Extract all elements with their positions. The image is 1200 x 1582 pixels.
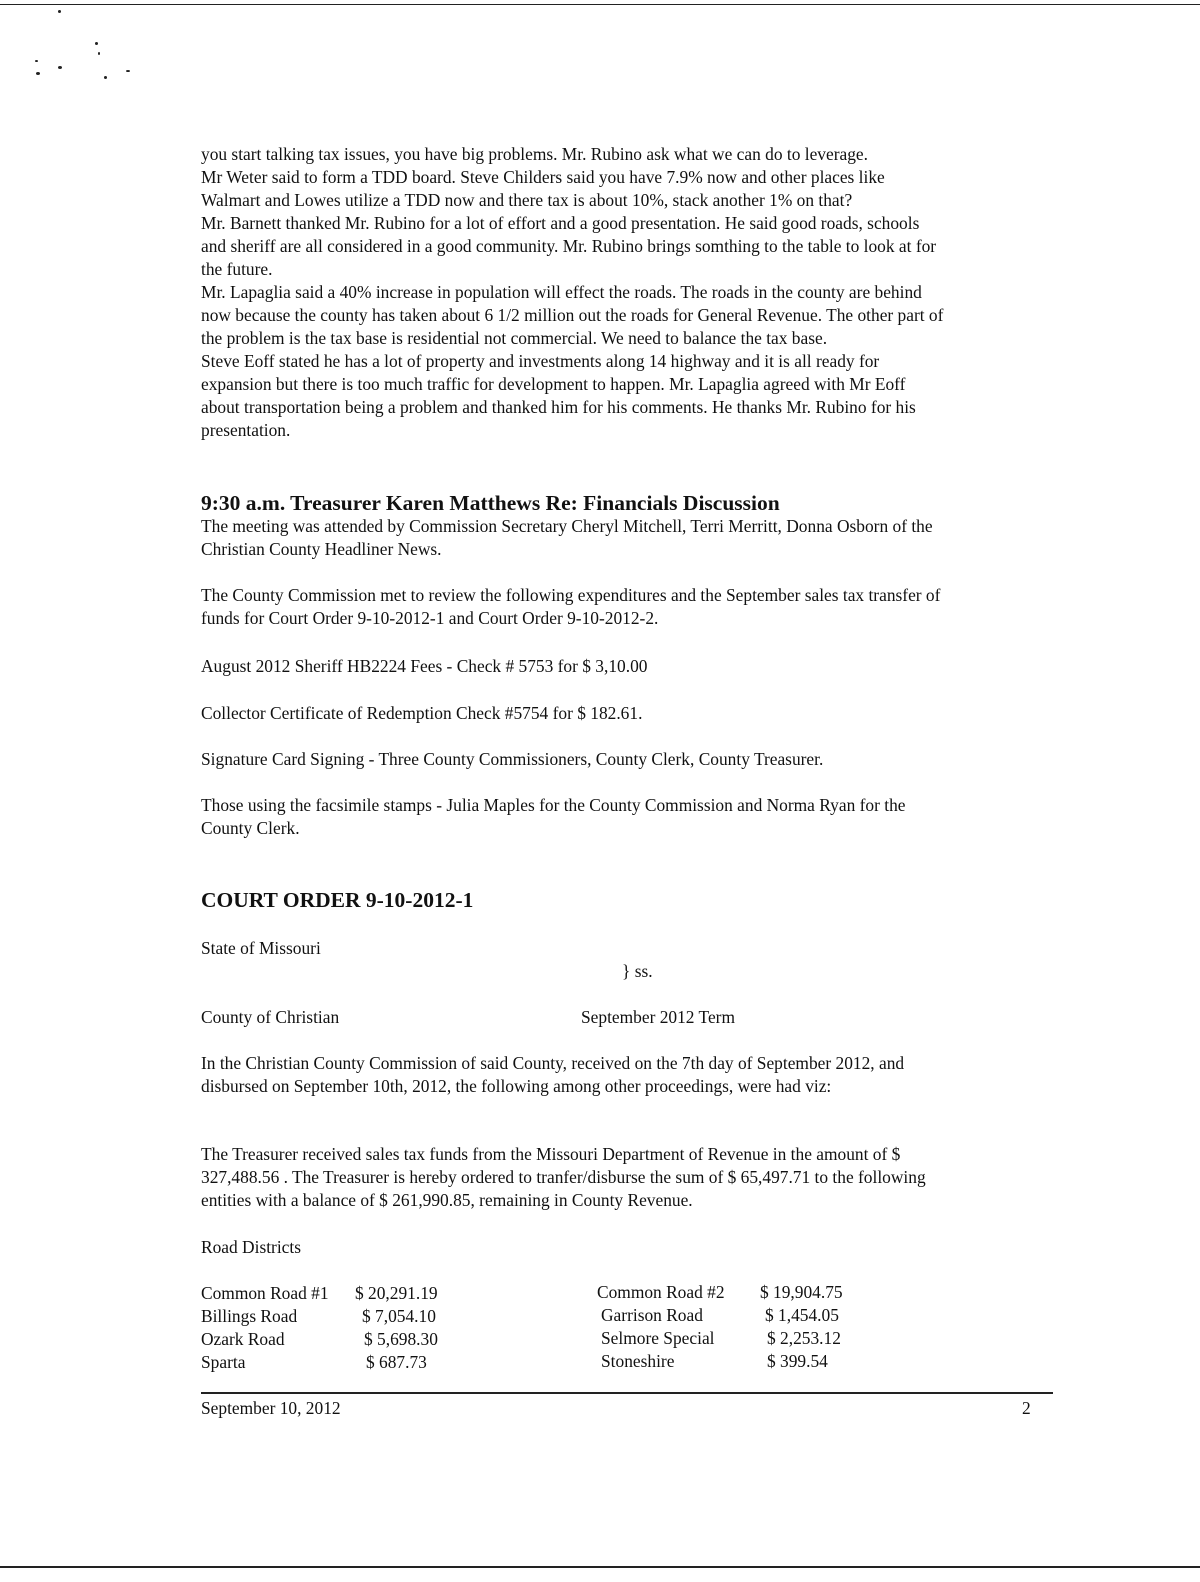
text-line: about transportation being a problem and thanked him for his comments. He thanks Mr. Rubino for his (201, 397, 916, 417)
scan-speck (95, 42, 98, 45)
text-line: The meeting was attended by Commission Secretary Cheryl Mitchell, Terri Merritt, Donna Osborn of the (201, 516, 933, 536)
page-number: 2 (1022, 1398, 1031, 1418)
scan-border-bottom (0, 1566, 1200, 1568)
text-line: Mr. Barnett thanked Mr. Rubino for a lot of effort and a good presentation. He said good roads, schools (201, 213, 920, 233)
road-name: Sparta (201, 1352, 246, 1372)
scan-border-top (0, 4, 1200, 5)
text-line: The County Commission met to review the following expenditures and the September sales tax transfer of (201, 585, 941, 605)
text-line: you start talking tax issues, you have big problems. Mr. Rubino ask what we can do to leverage. (201, 144, 868, 164)
scan-speck (36, 72, 40, 75)
road-amount: $ 19,904.75 (760, 1282, 843, 1302)
text-line: 327,488.56 . The Treasurer is hereby ordered to tranfer/disburse the sum of $ 65,497.71 to the following (201, 1167, 926, 1187)
scan-speck (98, 52, 100, 55)
text-line: and sheriff are all considered in a good community. Mr. Rubino brings somthing to the table to look at for (201, 236, 937, 256)
text-line: Those using the facsimile stamps - Julia Maples for the County Commission and Norma Ryan for the (201, 795, 906, 815)
road-amount: $ 399.54 (767, 1351, 828, 1371)
road-districts-label: Road Districts (201, 1237, 301, 1257)
scan-speck (58, 66, 62, 69)
text-line: Christian County Headliner News. (201, 539, 442, 559)
road-name: Garrison Road (601, 1305, 703, 1325)
text-line: The Treasurer received sales tax funds from the Missouri Department of Revenue in the amount of $ (201, 1144, 901, 1164)
county-label: County of Christian (201, 1007, 340, 1027)
road-amount: $ 5,698.30 (364, 1329, 438, 1349)
signature-line: Signature Card Signing - Three County Commissioners, County Clerk, County Treasurer. (201, 749, 824, 769)
term-label: September 2012 Term (581, 1007, 735, 1027)
treasurer-heading: 9:30 a.m. Treasurer Karen Matthews Re: Financials Discussion (201, 491, 780, 515)
text-line: expansion but there is too much traffic for development to happen. Mr. Lapaglia agreed with Mr Eoff (201, 374, 906, 394)
road-amount: $ 20,291.19 (355, 1283, 438, 1303)
text-line: In the Christian County Commission of said County, received on the 7th day of September 2012, and (201, 1053, 905, 1073)
text-line: now because the county has taken about 6 1/2 million out the roads for General Revenue. The other part of (201, 305, 944, 325)
collector-line: Collector Certificate of Redemption Check #5754 for $ 182.61. (201, 703, 643, 723)
text-line: Mr Weter said to form a TDD board. Steve Childers said you have 7.9% now and other places like (201, 167, 885, 187)
road-name: Selmore Special (601, 1328, 715, 1348)
road-amount: $ 7,054.10 (362, 1306, 436, 1326)
footer-date: September 10, 2012 (201, 1398, 341, 1418)
text-line: Steve Eoff stated he has a lot of property and investments along 14 highway and it is all ready for (201, 351, 880, 371)
road-amount: $ 1,454.05 (765, 1305, 839, 1325)
text-line: funds for Court Order 9-10-2012-1 and Court Order 9-10-2012-2. (201, 608, 659, 628)
text-line: Walmart and Lowes utilize a TDD now and there tax is about 10%, stack another 1% on that? (201, 190, 853, 210)
road-name: Ozark Road (201, 1329, 285, 1349)
road-name: Stoneshire (601, 1351, 675, 1371)
text-line: presentation. (201, 420, 291, 440)
scan-speck (104, 76, 107, 79)
scan-speck (58, 10, 61, 13)
road-name: Common Road #1 (201, 1283, 329, 1303)
text-line: County Clerk. (201, 818, 300, 838)
sheriff-fees-line: August 2012 Sheriff HB2224 Fees - Check # 5753 for $ 3,10.00 (201, 656, 648, 676)
state-label: State of Missouri (201, 938, 321, 958)
road-name: Billings Road (201, 1306, 298, 1326)
text-line: the problem is the tax base is residential not commercial. We need to balance the tax base. (201, 328, 828, 348)
road-amount: $ 2,253.12 (767, 1328, 841, 1348)
road-name: Common Road #2 (597, 1282, 725, 1302)
road-amount: $ 687.73 (366, 1352, 427, 1372)
footer-rule (201, 1392, 1053, 1394)
court-order-heading: COURT ORDER 9-10-2012-1 (201, 888, 474, 912)
ss-label: } ss. (622, 961, 653, 981)
text-line: entities with a balance of $ 261,990.85, remaining in County Revenue. (201, 1190, 693, 1210)
text-line: disbursed on September 10th, 2012, the following among other proceedings, were had viz: (201, 1076, 832, 1096)
scan-speck (35, 60, 38, 62)
text-line: the future. (201, 259, 273, 279)
text-line: Mr. Lapaglia said a 40% increase in population will effect the roads. The roads in the county are behind (201, 282, 922, 302)
scan-speck (126, 70, 130, 72)
